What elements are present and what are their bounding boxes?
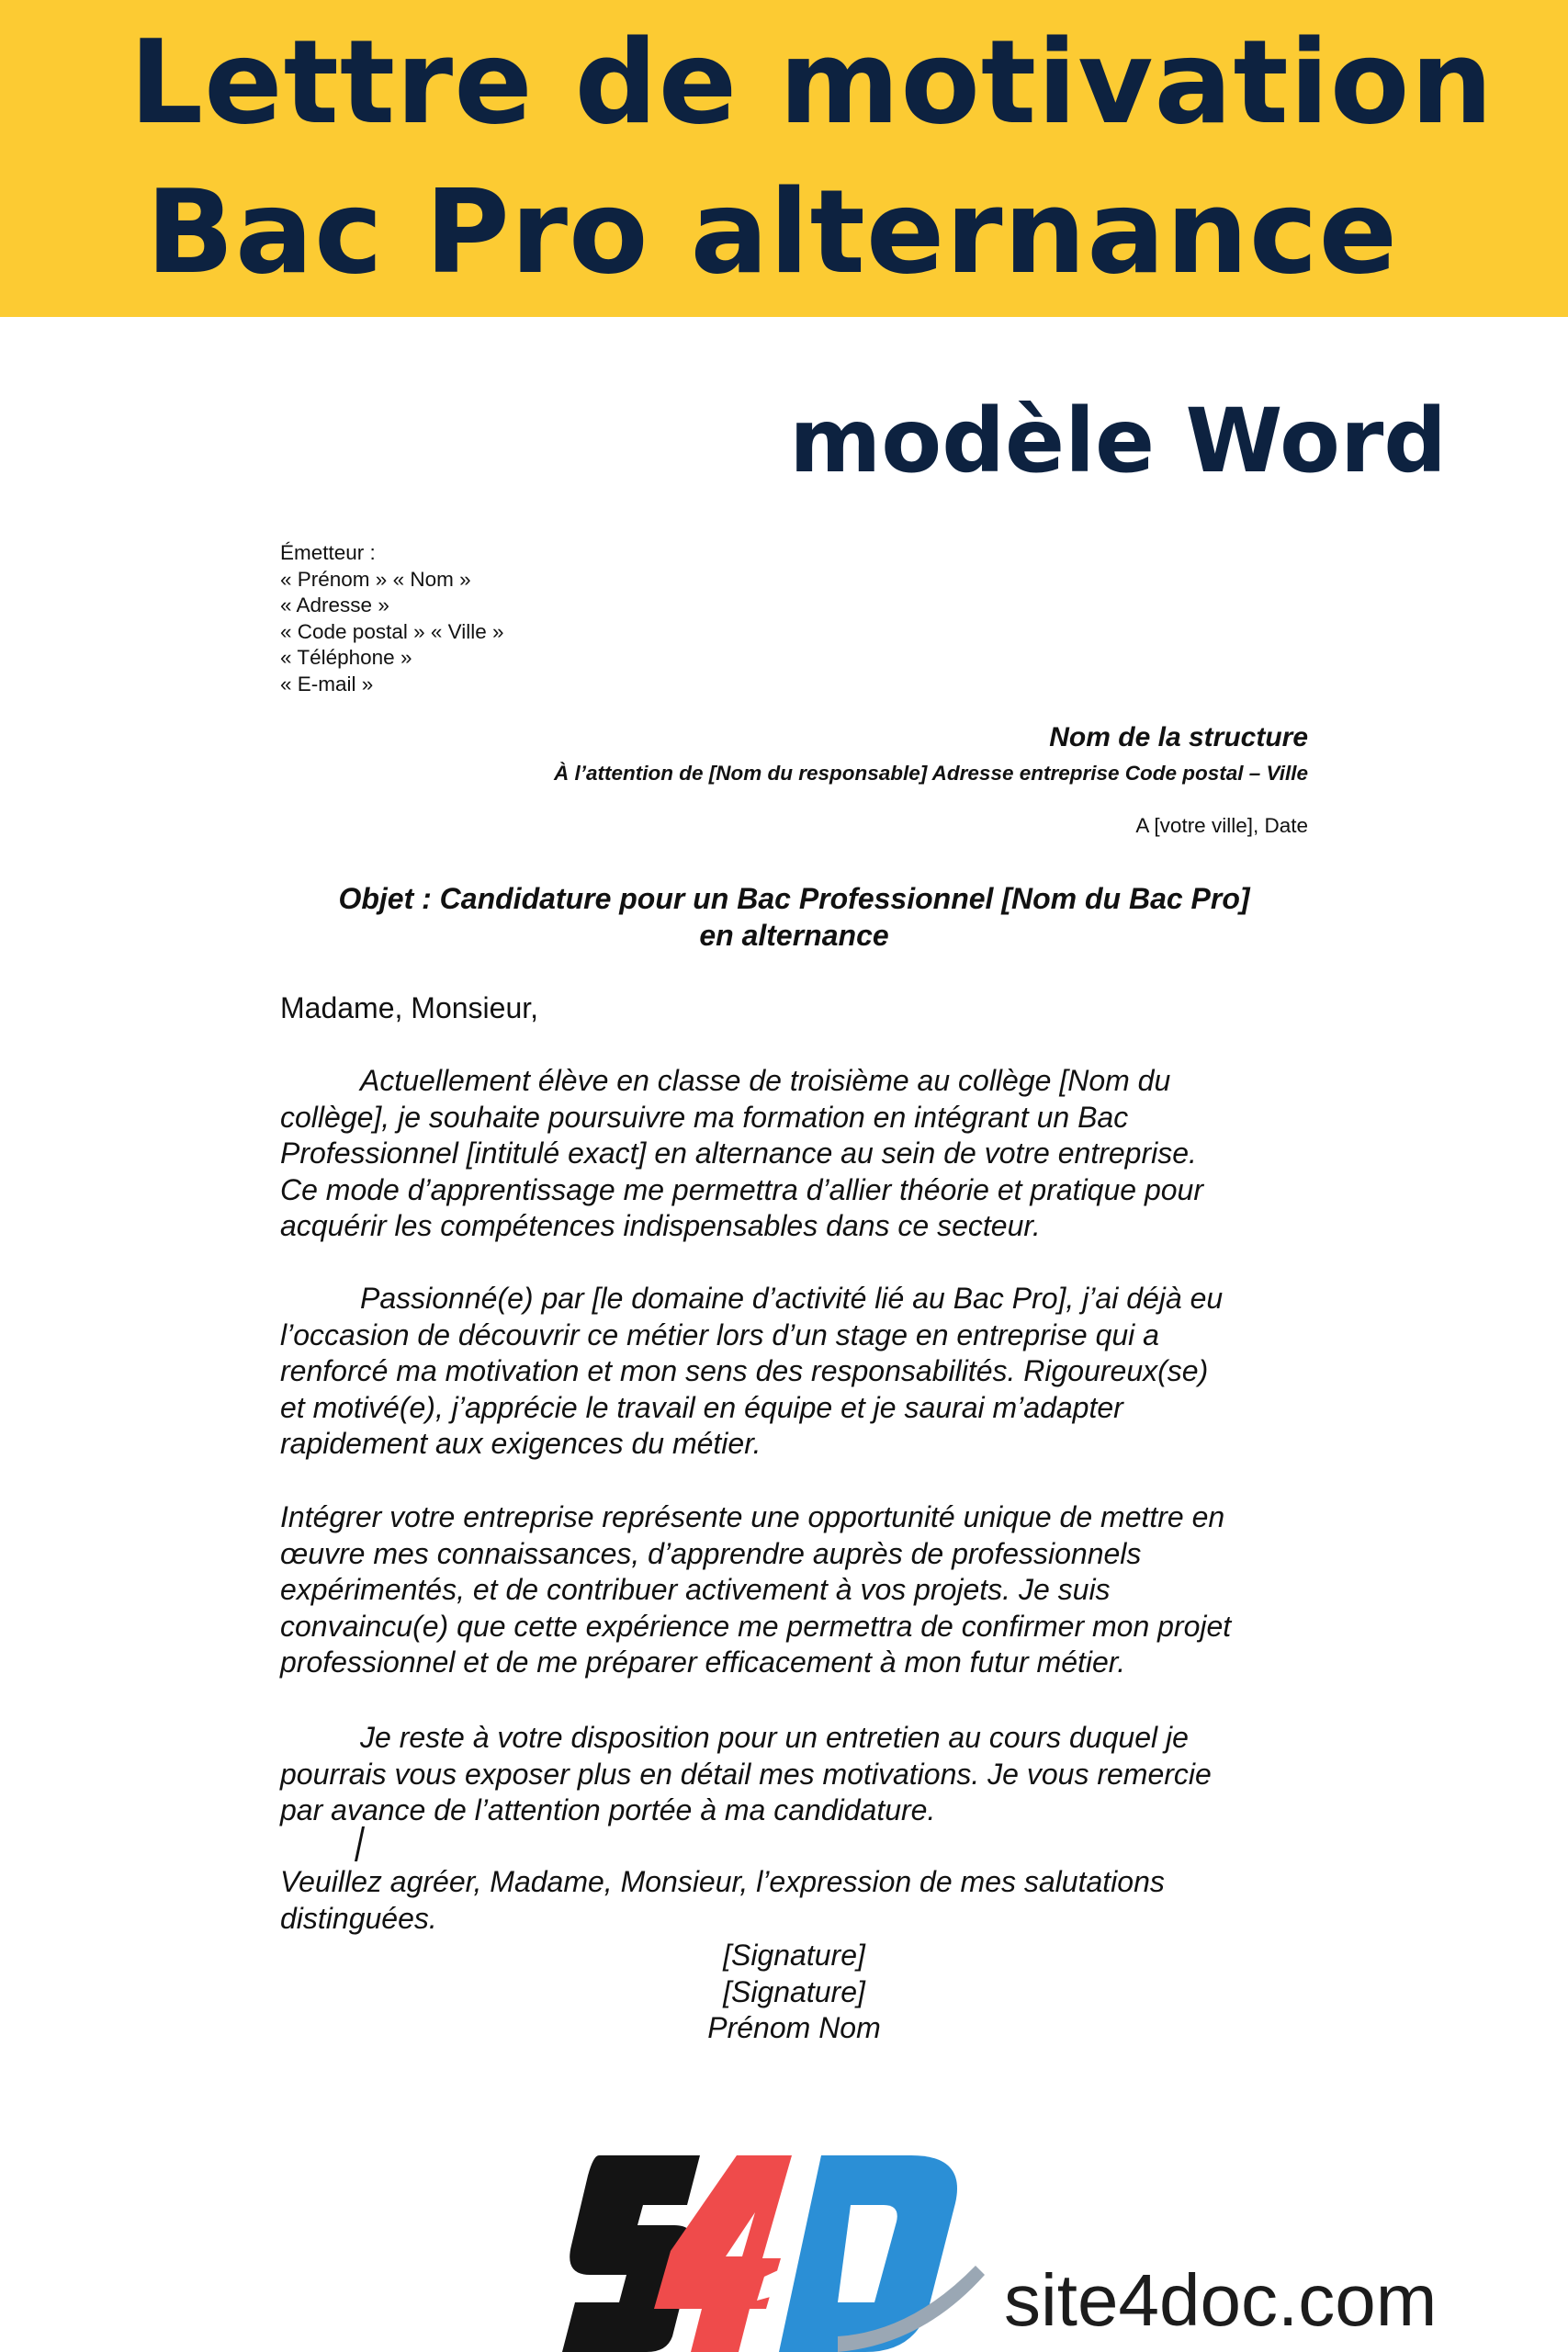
page-title-line-1: Lettre de motivation bbox=[129, 15, 1495, 150]
paragraph-line: l’occasion de découvrir ce métier lors d’un stage en entreprise qui a bbox=[280, 1317, 1159, 1351]
paragraph-line: professionnel et de me préparer efficacement à mon futur métier. bbox=[280, 1645, 1126, 1679]
paragraph-4 bbox=[280, 1720, 1318, 1829]
subject-line: en alternance bbox=[699, 919, 889, 952]
paragraph-line: collège], je souhaite poursuivre ma formation en intégrant un Bac bbox=[280, 1100, 1129, 1134]
sender-block bbox=[280, 540, 504, 697]
page-subtitle: modèle Word bbox=[789, 390, 1447, 492]
paragraph-line: convaincu(e) que cette expérience me permettra de confirmer mon projet bbox=[280, 1609, 1232, 1643]
paragraph-line: Passionné(e) par [le domaine d’activité lié au Bac Pro], j’ai déjà eu bbox=[360, 1282, 1224, 1315]
paragraph-line: distinguées. bbox=[280, 1901, 437, 1935]
sender-line: « Téléphone » bbox=[280, 646, 412, 669]
paragraph-line: Intégrer votre entreprise représente une opportunité unique de mettre en bbox=[280, 1500, 1225, 1533]
letter-subject bbox=[280, 880, 1308, 954]
paragraph-1 bbox=[280, 1063, 1318, 1245]
paragraph-line: Veuillez agréer, Madame, Monsieur, l’expression de mes salutations bbox=[280, 1865, 1165, 1898]
closing-formula bbox=[280, 1864, 1318, 1937]
paragraph-line: par avance de l’attention portée à ma candidature. bbox=[280, 1793, 936, 1827]
salutation: Madame, Monsieur, bbox=[280, 991, 539, 1024]
paragraph-line: Ce mode d’apprentissage me permettra d’allier théorie et pratique pour bbox=[280, 1172, 1203, 1206]
paragraph-line: pourrais vous exposer plus en détail mes motivations. Je vous remercie bbox=[280, 1757, 1212, 1791]
sender-line: Émetteur : bbox=[280, 541, 376, 564]
paragraph-line: Je reste à votre disposition pour un entretien au cours duquel je bbox=[360, 1721, 1189, 1754]
site4doc-logo-icon bbox=[562, 2148, 985, 2352]
signature-line: [Signature] bbox=[723, 1974, 865, 2008]
sender-line: « Adresse » bbox=[280, 594, 389, 616]
recipient-name: Nom de la structure bbox=[1049, 722, 1308, 752]
site-name: site4doc.com bbox=[1004, 2259, 1438, 2341]
paragraph-line: Professionnel [intitulé exact] en alternance au sein de votre entreprise. bbox=[280, 1136, 1197, 1170]
sender-line: « E-mail » bbox=[280, 672, 374, 695]
page-title-line-2: Bac Pro alternance bbox=[145, 164, 1399, 300]
subject-line: Objet : Candidature pour un Bac Professionnel [Nom du Bac Pro] bbox=[338, 882, 1250, 915]
paragraph-line: renforcé ma motivation et mon sens des responsabilités. Rigoureux(se) bbox=[280, 1354, 1209, 1388]
paragraph-2 bbox=[280, 1281, 1318, 1463]
paragraph-line: expérimentés, et de contribuer activement à vos projets. Je suis bbox=[280, 1573, 1111, 1607]
signature-line: [Signature] bbox=[723, 1939, 865, 1972]
sender-line: « Prénom » « Nom » bbox=[280, 567, 471, 591]
signature-line: Prénom Nom bbox=[707, 2011, 881, 2045]
place-date: A [votre ville], Date bbox=[1135, 814, 1308, 837]
sender-line: « Code postal » « Ville » bbox=[280, 619, 504, 643]
paragraph-3 bbox=[280, 1499, 1318, 1681]
text-cursor bbox=[355, 1826, 365, 1861]
signature-block bbox=[280, 1938, 1308, 2047]
recipient-attention: À l’attention de [Nom du responsable] Adresse entreprise Code postal – Ville bbox=[553, 762, 1308, 785]
paragraph-line: acquérir les compétences indispensables dans ce secteur. bbox=[280, 1209, 1041, 1243]
paragraph-line: et motivé(e), j’apprécie le travail en équipe et je saurai m’adapter bbox=[280, 1390, 1123, 1424]
paragraph-line: œuvre mes connaissances, d’apprendre auprès de professionnels bbox=[280, 1536, 1142, 1570]
paragraph-line: rapidement aux exigences du métier. bbox=[280, 1427, 761, 1461]
paragraph-line: Actuellement élève en classe de troisième au collège [Nom du bbox=[360, 1064, 1171, 1097]
